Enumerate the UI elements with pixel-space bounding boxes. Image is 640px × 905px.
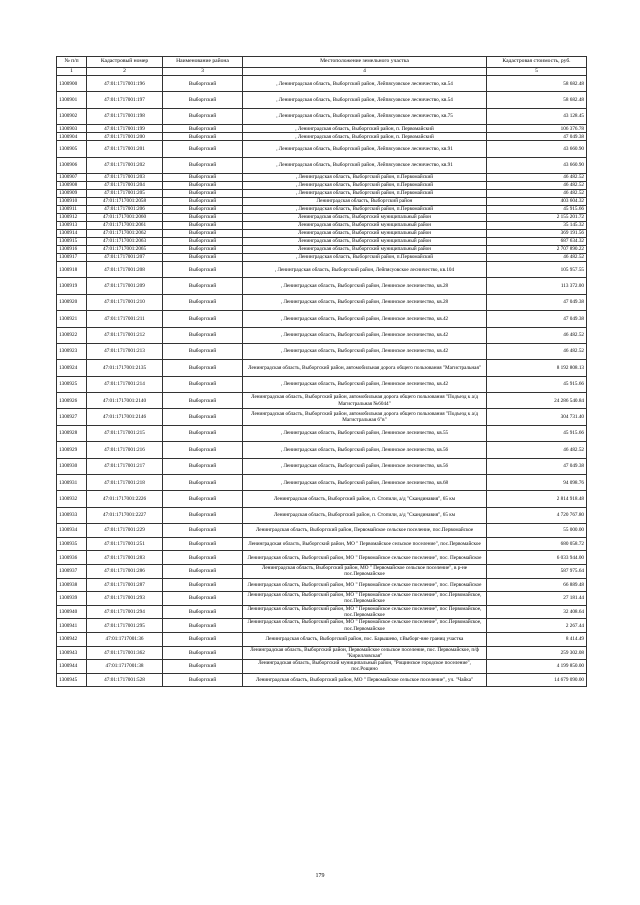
location-cell: , Ленинградская область, Выборгский район, Лейпясуовское лесничество, кв.54 [243,92,487,108]
cadastral-cost-cell: 14 679 090.00 [487,673,587,687]
table-row [57,673,587,687]
cadastral-cost-cell: 55 000.00 [487,524,587,538]
district-name-cell: Выборгский [163,491,243,507]
location-cell: , Ленинградская область, Выборгский район, п.Первомайский [243,205,487,213]
cadastral-number-cell: 47:01:1717001:203 [87,173,163,181]
table-row [57,458,587,474]
table-row [57,157,587,173]
row-number-cell: 1300936 [57,551,87,565]
table-header-row [57,57,587,68]
cadastral-number-cell: 47:01:1717001:36 [87,632,163,646]
cadastral-cost-cell: 105 957.55 [487,261,587,277]
district-name-cell: Выборгский [163,173,243,181]
district-name-cell: Выборгский [163,76,243,92]
cadastral-cost-cell: 43 660.90 [487,157,587,173]
cadastral-number-cell: 47:01:1717001:211 [87,311,163,327]
row-number-cell: 1300919 [57,278,87,294]
table-row [57,491,587,507]
table-row [57,619,587,633]
cadastral-cost-cell: 369 191.56 [487,229,587,237]
table-row [57,393,587,409]
cadastral-cost-cell: 46 482.52 [487,173,587,181]
table-row [57,261,587,277]
location-cell: Ленинградская область, Выборгский район, п. Стопили, а/д "Скандинавия", 65 км [243,507,487,523]
table-row [57,442,587,458]
cadastral-cost-cell: 2 707 890.22 [487,245,587,253]
cadastral-number-cell: 47:01:1717001:2226 [87,491,163,507]
column-index: 3 [163,68,243,76]
cadastral-cost-cell: 58 682.48 [487,76,587,92]
district-name-cell: Выборгский [163,475,243,491]
cadastral-cost-cell: 8 192 808.13 [487,360,587,376]
cadastral-cost-cell: 45 915.66 [487,376,587,392]
district-name-cell: Выборгский [163,537,243,551]
district-name-cell: Выборгский [163,181,243,189]
cadastral-cost-cell: 8 414.49 [487,632,587,646]
district-name-cell: Выборгский [163,619,243,633]
district-name-cell: Выборгский [163,213,243,221]
location-cell: , Ленинградская область, Выборгский район, п.Первомайский [243,173,487,181]
location-cell: Ленинградская область, Выборгский муниципальный район [243,245,487,253]
table-row [57,524,587,538]
row-number-cell: 1300942 [57,632,87,646]
header-cadastral-number: Кадастровый номер [87,57,163,68]
district-name-cell: Выборгский [163,237,243,245]
row-number-cell: 1300910 [57,197,87,205]
location-cell: , Ленинградская область, Выборгский район, Лейпясуовское лесничество, кв.104 [243,261,487,277]
location-cell: Ленинградская область, Выборгский район, Первомайское сельское поселение, пос.Первомайское [243,524,487,538]
location-cell: , Ленинградская область, Выборгский район, Лейпясуовское лесничество, кв.91 [243,141,487,157]
table-row [57,229,587,237]
cadastral-cost-cell: 46 482.52 [487,327,587,343]
district-name-cell: Выборгский [163,524,243,538]
cadastral-cost-cell: 32 408.64 [487,605,587,619]
cadastral-cost-cell: 47 049.38 [487,311,587,327]
cadastral-number-cell: 47:01:1717001:215 [87,425,163,441]
location-cell: Ленинградская область, Выборгский муниципальный район [243,221,487,229]
location-cell: , Ленинградская область, Выборгский район, п. Первомайский [243,125,487,133]
table-row [57,108,587,124]
row-number-cell: 1300901 [57,92,87,108]
table-row [57,181,587,189]
row-number-cell: 1300934 [57,524,87,538]
cadastral-number-cell: 47:01:1717001:216 [87,442,163,458]
table-row [57,189,587,197]
table-row [57,76,587,92]
table-row [57,173,587,181]
column-index: 2 [87,68,163,76]
cadastral-cost-cell: 43 660.90 [487,141,587,157]
row-number-cell: 1300915 [57,237,87,245]
location-cell: Ленинградская область, Выборгский район, пос. Барышево, г.Выборг-вне границ участка [243,632,487,646]
district-name-cell: Выборгский [163,133,243,141]
cadastral-cost-cell: 587 975.64 [487,564,587,578]
table-row [57,360,587,376]
location-cell: , Ленинградская область, Выборгский район, Ленинское лесничество, кв.56 [243,458,487,474]
table-body [57,76,587,687]
cadastral-number-cell: 47:01:1717001:2062 [87,229,163,237]
row-number-cell: 1300943 [57,646,87,660]
cadastral-number-cell: 47:01:1717001:207 [87,253,163,261]
location-cell: , Ленинградская область, Выборгский район, Ленинское лесничество, кв.42 [243,343,487,359]
cadastral-cost-cell: 24 286 540.84 [487,393,587,409]
location-cell: , Ленинградская область, Выборгский район, Ленинское лесничество, кв.42 [243,376,487,392]
cadastral-cost-cell: 6 033 944.00 [487,551,587,565]
location-cell: Ленинградская область, Выборгский район, автомобильная дорога общего пользования "Подъезд к а/д Магистральная №6044" [243,393,487,409]
cadastral-cost-cell: 4 199 850.00 [487,660,587,674]
location-cell: Ленинградская область, Выборгский район, МО " Первомайское сельское поселение", пос Первомайское, пос.Первомайское [243,605,487,619]
cadastral-cost-cell: 259 302.08 [487,646,587,660]
district-name-cell: Выборгский [163,278,243,294]
cadastral-cost-cell: 58 682.48 [487,92,587,108]
location-cell: Ленинградская область, Выборгский район, МО " Первомайское сельское поселение", пос. Первомайское [243,551,487,565]
cadastral-cost-cell: 47 049.38 [487,133,587,141]
district-name-cell: Выборгский [163,442,243,458]
row-number-cell: 1300945 [57,673,87,687]
location-cell: , Ленинградская область, Выборгский район, Лейпясуовское лесничество, кв.91 [243,157,487,173]
district-name-cell: Выборгский [163,551,243,565]
cadastral-number-cell: 47:01:1717001:208 [87,261,163,277]
row-number-cell: 1300927 [57,409,87,425]
row-number-cell: 1300937 [57,564,87,578]
table-row [57,632,587,646]
cadastral-number-cell: 47:01:1717001:201 [87,141,163,157]
location-cell: Ленинградская область, Выборгский муниципальный район [243,229,487,237]
cadastral-number-cell: 47:01:1717001:206 [87,205,163,213]
district-name-cell: Выборгский [163,108,243,124]
table-row [57,133,587,141]
district-name-cell: Выборгский [163,229,243,237]
row-number-cell: 1300929 [57,442,87,458]
row-number-cell: 1300924 [57,360,87,376]
district-name-cell: Выборгский [163,605,243,619]
cadastral-cost-cell: 680 058.72 [487,537,587,551]
cadastral-number-cell: 47:01:1717001:200 [87,133,163,141]
location-cell: Ленинградская область, Выборгский район [243,197,487,205]
cadastral-number-cell: 47:01:1717001:213 [87,343,163,359]
cadastral-cost-cell: 66 889.48 [487,578,587,592]
location-cell: , Ленинградская область, Выборгский район, п.Первомайский [243,181,487,189]
row-number-cell: 1300932 [57,491,87,507]
row-number-cell: 1300940 [57,605,87,619]
district-name-cell: Выборгский [163,376,243,392]
cadastral-cost-cell: 45 915.66 [487,425,587,441]
cadastral-number-cell: 47:01:1717001:38 [87,660,163,674]
district-name-cell: Выборгский [163,189,243,197]
cadastral-number-cell: 47:01:1717001:294 [87,605,163,619]
location-cell: , Ленинградская область, Выборгский район, п. Первомайский [243,133,487,141]
row-number-cell: 1300903 [57,125,87,133]
cadastral-number-cell: 47:01:1717001:210 [87,294,163,310]
location-cell: Ленинградская область, Выборгский муниципальный район, "Рощинское городское поселение", пос.Рощино [243,660,487,674]
row-number-cell: 1300905 [57,141,87,157]
table-row [57,311,587,327]
cadastral-cost-cell: 27 181.44 [487,592,587,606]
cadastral-number-cell: 47:01:1717001:2058 [87,197,163,205]
district-name-cell: Выборгский [163,660,243,674]
location-cell: , Ленинградская область, Выборгский район, Ленинское лесничество, кв.42 [243,327,487,343]
location-cell: Ленинградская область, Выборгский муниципальный район [243,237,487,245]
table-row [57,141,587,157]
row-number-cell: 1300900 [57,76,87,92]
district-name-cell: Выборгский [163,646,243,660]
cadastral-cost-cell: 113 372.00 [487,278,587,294]
district-name-cell: Выборгский [163,578,243,592]
table-row [57,551,587,565]
cadastral-cost-cell: 4 720 767.80 [487,507,587,523]
row-number-cell: 1300933 [57,507,87,523]
cadastral-number-cell: 47:01:1717001:2135 [87,360,163,376]
district-name-cell: Выборгский [163,507,243,523]
district-name-cell: Выборгский [163,393,243,409]
location-cell: Ленинградская область, Выборгский район, МО " Первомайское сельское поселение", пос.Первомайское, пос.Первомайское [243,592,487,606]
row-number-cell: 1300935 [57,537,87,551]
row-number-cell: 1300916 [57,245,87,253]
table-row [57,376,587,392]
cadastral-number-cell: 47:01:1717001:217 [87,458,163,474]
cadastral-number-cell: 47:01:1717001:2140 [87,393,163,409]
cadastral-number-cell: 47:01:1717001:2063 [87,237,163,245]
row-number-cell: 1300923 [57,343,87,359]
table-row [57,278,587,294]
cadastral-cost-cell: 46 482.52 [487,189,587,197]
row-number-cell: 1300938 [57,578,87,592]
table-row [57,425,587,441]
district-name-cell: Выборгский [163,592,243,606]
location-cell: , Ленинградская область, Выборгский район, п.Первомайский [243,253,487,261]
cadastral-number-cell: 47:01:1717001:283 [87,551,163,565]
location-cell: Ленинградская область, Выборгский район, автомобильная дорога общего пользования "Подъезд к а/д Магистральная 6"в" [243,409,487,425]
cadastral-cost-cell: 46 482.52 [487,253,587,261]
cadastral-number-cell: 47:01:1717001:2065 [87,245,163,253]
location-cell: , Ленинградская область, Выборгский район, Ленинское лесничество, кв.68 [243,475,487,491]
cadastral-number-cell: 47:01:1717001:2146 [87,409,163,425]
location-cell: , Ленинградская область, Выборгский район, Ленинское лесничество, кв.28 [243,278,487,294]
column-index-row [57,68,587,76]
table-row [57,213,587,221]
district-name-cell: Выборгский [163,205,243,213]
row-number-cell: 1300909 [57,189,87,197]
location-cell: Ленинградская область, Выборгский район, МО " Первомайское сельское поселение", уч. "Чайка" [243,673,487,687]
row-number-cell: 1300920 [57,294,87,310]
district-name-cell: Выборгский [163,197,243,205]
row-number-cell: 1300914 [57,229,87,237]
cadastral-number-cell: 47:01:1717001:2060 [87,213,163,221]
location-cell: , Ленинградская область, Выборгский район, Ленинское лесничество, кв.55 [243,425,487,441]
location-cell: , Ленинградская область, Выборгский район, Лейпясуовское лесничество, кв.75 [243,108,487,124]
location-cell: Ленинградская область, Выборгский район, п. Стопили, а/д "Скандинавия", 65 км [243,491,487,507]
header-cost: Кадастровая стоимость, руб. [487,57,587,68]
cadastral-cost-cell: 2 267.44 [487,619,587,633]
cadastral-number-cell: 47:01:1717001:528 [87,673,163,687]
cadastral-cost-cell: 46 482.52 [487,442,587,458]
cadastral-number-cell: 47:01:1717001:198 [87,108,163,124]
table-row [57,564,587,578]
document-sheet [56,56,586,687]
table-row [57,327,587,343]
table-row [57,592,587,606]
column-index: 5 [487,68,587,76]
district-name-cell: Выборгский [163,360,243,376]
location-cell: Ленинградская область, Выборгский район, Первомайское сельское поселение, пос. Первомайское, п/ф "Кирилловская" [243,646,487,660]
district-name-cell: Выборгский [163,311,243,327]
district-name-cell: Выборгский [163,253,243,261]
cadastral-number-cell: 47:01:1717001:229 [87,524,163,538]
cadastral-number-cell: 47:01:1717001:199 [87,125,163,133]
table-row [57,221,587,229]
table-row [57,197,587,205]
location-cell: , Ленинградская область, Выборгский район, п.Первомайский [243,189,487,197]
table-row [57,294,587,310]
table-row [57,253,587,261]
cadastral-number-cell: 47:01:1717001:286 [87,564,163,578]
cadastral-number-cell: 47:01:1717001:209 [87,278,163,294]
location-cell: Ленинградская область, Выборгский район, МО " Первомайское сельское поселение", в р-не пос.Первомайское [243,564,487,578]
cadastral-number-cell: 47:01:1717001:204 [87,181,163,189]
district-name-cell: Выборгский [163,221,243,229]
district-name-cell: Выборгский [163,632,243,646]
cadastral-cost-cell: 304 731.40 [487,409,587,425]
cadastral-table [56,56,587,687]
column-index: 4 [243,68,487,76]
cadastral-number-cell: 47:01:1717001:202 [87,157,163,173]
location-cell: , Ленинградская область, Выборгский район, Ленинское лесничество, кв.42 [243,311,487,327]
table-row [57,537,587,551]
cadastral-number-cell: 47:01:1717001:212 [87,327,163,343]
cadastral-number-cell: 47:01:1717001:295 [87,619,163,633]
table-row [57,475,587,491]
row-number-cell: 1300907 [57,173,87,181]
location-cell: Ленинградская область, Выборгский район, МО " Первомайское сельское поселение", пос.Первомайское [243,537,487,551]
row-number-cell: 1300917 [57,253,87,261]
header-location: Местоположение земельного участка [243,57,487,68]
row-number-cell: 1300939 [57,592,87,606]
location-cell: , Ленинградская область, Выборгский район, Ленинское лесничество, кв.28 [243,294,487,310]
cadastral-number-cell: 47:01:1717001:205 [87,189,163,197]
location-cell: , Ленинградская область, Выборгский район, Лейпясуовское лесничество, кв.54 [243,76,487,92]
cadastral-cost-cell: 46 482.52 [487,343,587,359]
row-number-cell: 1300925 [57,376,87,392]
row-number-cell: 1300911 [57,205,87,213]
cadastral-cost-cell: 47 049.38 [487,294,587,310]
header-num: № п/п [57,57,87,68]
row-number-cell: 1300930 [57,458,87,474]
row-number-cell: 1300913 [57,221,87,229]
cadastral-number-cell: 47:01:1717001:251 [87,537,163,551]
district-name-cell: Выборгский [163,141,243,157]
cadastral-cost-cell: 403 604.32 [487,197,587,205]
table-row [57,245,587,253]
district-name-cell: Выборгский [163,157,243,173]
row-number-cell: 1300904 [57,133,87,141]
table-row [57,605,587,619]
cadastral-number-cell: 47:01:1717001:293 [87,592,163,606]
cadastral-cost-cell: 47 049.38 [487,458,587,474]
cadastral-number-cell: 47:01:1717001:287 [87,578,163,592]
district-name-cell: Выборгский [163,125,243,133]
cadastral-cost-cell: 35 145.32 [487,221,587,229]
row-number-cell: 1300918 [57,261,87,277]
location-cell: Ленинградская область, Выборгский район, МО " Первомайское сельское поселение", пос.Первомайское, пос.Первомайское [243,619,487,633]
district-name-cell: Выборгский [163,343,243,359]
district-name-cell: Выборгский [163,458,243,474]
column-index: 1 [57,68,87,76]
table-row [57,205,587,213]
cadastral-cost-cell: 687 634.32 [487,237,587,245]
location-cell: Ленинградская область, Выборгский район, автомобильная дорога общего пользования "Магистральная" [243,360,487,376]
district-name-cell: Выборгский [163,564,243,578]
row-number-cell: 1300921 [57,311,87,327]
cadastral-cost-cell: 43 128.45 [487,108,587,124]
district-name-cell: Выборгский [163,409,243,425]
district-name-cell: Выборгский [163,294,243,310]
row-number-cell: 1300912 [57,213,87,221]
location-cell: , Ленинградская область, Выборгский район, Ленинское лесничество, кв.56 [243,442,487,458]
row-number-cell: 1300928 [57,425,87,441]
row-number-cell: 1300922 [57,327,87,343]
district-name-cell: Выборгский [163,261,243,277]
district-name-cell: Выборгский [163,673,243,687]
cadastral-cost-cell: 106 376.78 [487,125,587,133]
location-cell: Ленинградская область, Выборгский район, МО " Первомайское сельское поселение", пос. Первомайское [243,578,487,592]
cadastral-cost-cell: 94 098.76 [487,475,587,491]
table-row [57,343,587,359]
header-district: Наименование района [163,57,243,68]
table-row [57,409,587,425]
row-number-cell: 1300931 [57,475,87,491]
cadastral-cost-cell: 46 482.52 [487,181,587,189]
cadastral-number-cell: 47:01:1717001:2227 [87,507,163,523]
district-name-cell: Выборгский [163,327,243,343]
row-number-cell: 1300944 [57,660,87,674]
page-number: 179 [315,873,325,879]
table-row [57,660,587,674]
row-number-cell: 1300902 [57,108,87,124]
row-number-cell: 1300926 [57,393,87,409]
cadastral-number-cell: 47:01:1717001:362 [87,646,163,660]
cadastral-number-cell: 47:01:1717001:214 [87,376,163,392]
cadastral-cost-cell: 2 155 201.72 [487,213,587,221]
table-row [57,92,587,108]
cadastral-cost-cell: 45 915.66 [487,205,587,213]
cadastral-number-cell: 47:01:1717001:2061 [87,221,163,229]
cadastral-number-cell: 47:01:1717001:197 [87,92,163,108]
district-name-cell: Выборгский [163,92,243,108]
district-name-cell: Выборгский [163,245,243,253]
district-name-cell: Выборгский [163,425,243,441]
table-row [57,578,587,592]
location-cell: Ленинградская область, Выборгский муниципальный район [243,213,487,221]
cadastral-cost-cell: 2 814 918.48 [487,491,587,507]
row-number-cell: 1300906 [57,157,87,173]
cadastral-number-cell: 47:01:1717001:196 [87,76,163,92]
table-row [57,646,587,660]
cadastral-number-cell: 47:01:1717001:218 [87,475,163,491]
table-row [57,125,587,133]
table-row [57,507,587,523]
table-row [57,237,587,245]
row-number-cell: 1300908 [57,181,87,189]
row-number-cell: 1300941 [57,619,87,633]
